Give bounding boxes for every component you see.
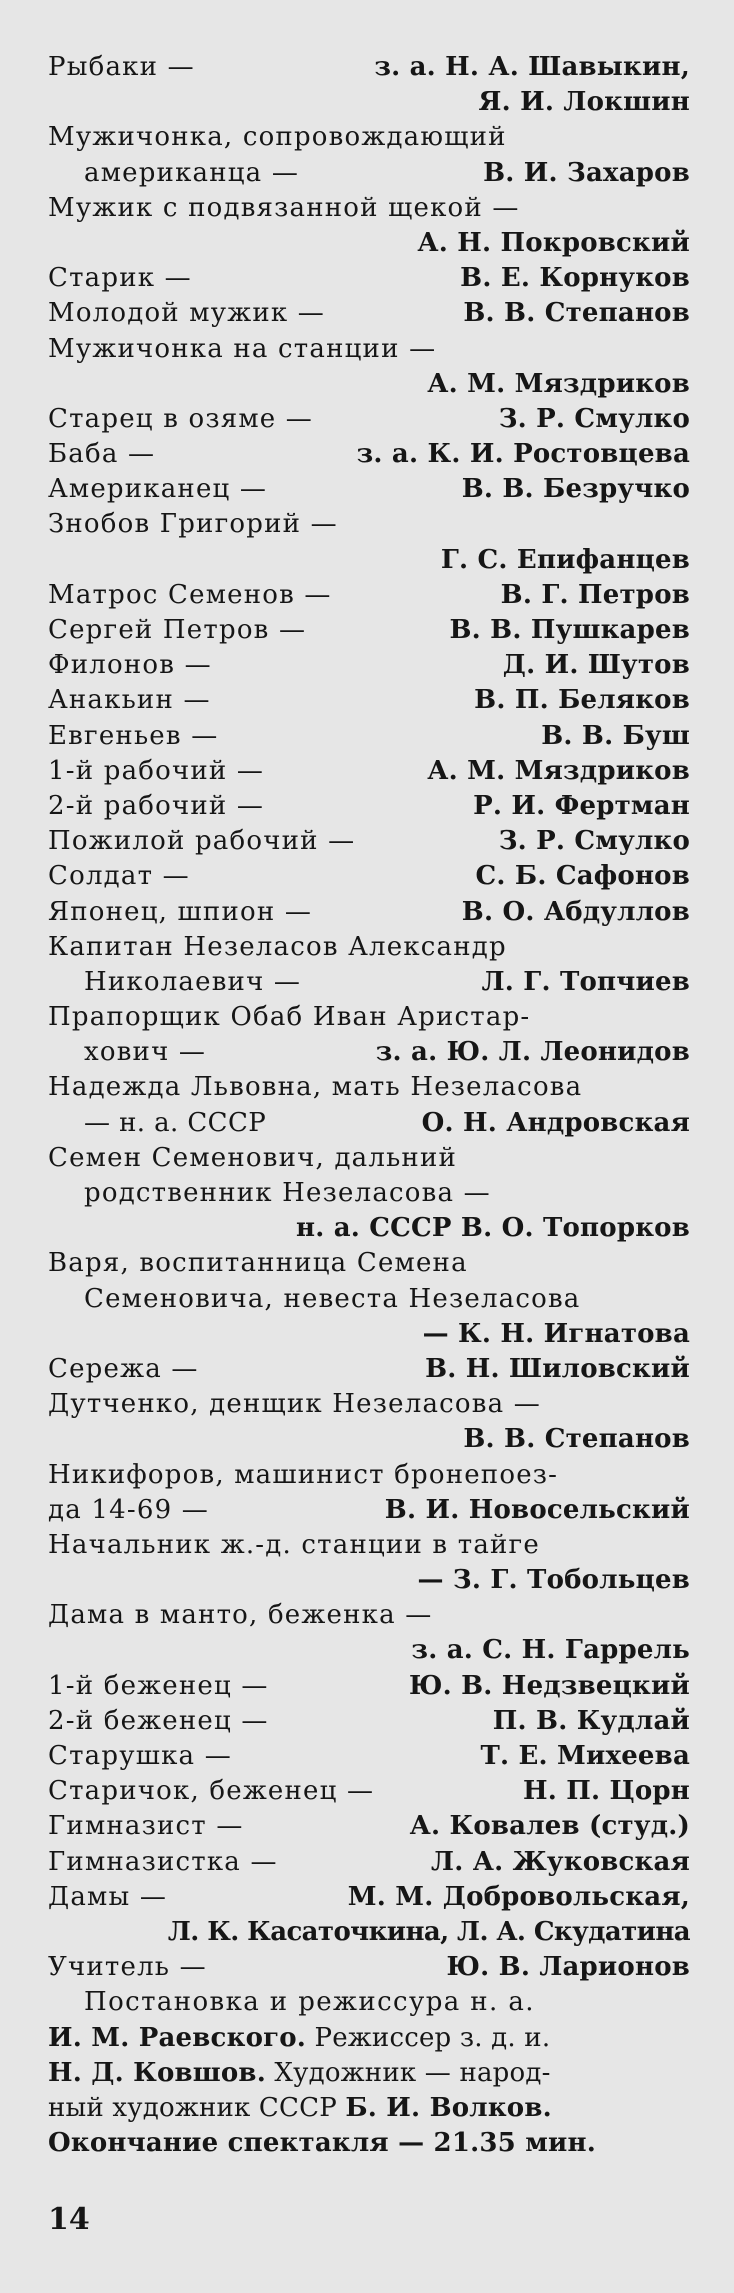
role-name: Знобов Григорий — — [48, 509, 338, 540]
actor-name: — К. Н. Игнатова — [422, 1318, 690, 1349]
cast-line — [48, 1317, 690, 1352]
cast-line — [48, 296, 690, 331]
role-name: Дама в манто, беженка — — [48, 1600, 433, 1631]
role-name: Рыбаки — — [48, 52, 195, 82]
actor-name: В. Г. Петров — [500, 579, 690, 610]
cast-line — [48, 1528, 690, 1563]
cast-line — [48, 156, 690, 191]
actor-name: Л. К. Касаточкина, Л. А. Скудатина — [167, 1916, 690, 1947]
actor-name: А. Ковалев (студ.) — [409, 1811, 690, 1842]
role-name: 2-й рабочий — — [48, 790, 265, 821]
cast-line — [48, 1774, 690, 1809]
actor-name: Л. Г. Топчиев — [481, 966, 690, 997]
cast-line — [48, 1106, 690, 1141]
role-name: Евгеньев — — [48, 720, 219, 751]
credits-artist-title: ный художник СССР — [48, 2092, 346, 2123]
role-name: Никифоров, машинист бронепоез- — [48, 1459, 559, 1490]
role-name: Дамы — — [48, 1881, 168, 1912]
role-name: Семен Семенович, дальний — [48, 1142, 458, 1173]
cast-line — [48, 226, 690, 261]
actor-name: В. И. Новосельский — [384, 1494, 690, 1525]
cast-line — [48, 1246, 690, 1281]
cast-line — [48, 472, 690, 507]
actor-name: В. Н. Шиловский — [425, 1353, 690, 1384]
cast-line — [48, 402, 690, 437]
role-name: Баба — — [48, 439, 156, 470]
actor-name: В. В. Буш — [541, 720, 690, 751]
role-name: Гимназистка — — [48, 1846, 278, 1877]
actor-name: В. П. Беляков — [474, 685, 690, 716]
cast-line — [48, 1915, 690, 1950]
actor-name: М. М. Добровольская, — [347, 1881, 690, 1912]
actor-name: В. Е. Корнуков — [460, 263, 690, 294]
cast-line — [48, 1458, 690, 1493]
credits-direction: Постановка и режиссура н. а. — [84, 1987, 535, 2018]
cast-line — [48, 1563, 690, 1598]
cast-line — [48, 1000, 690, 1035]
credits-line — [48, 2056, 690, 2091]
actor-name: В. О. Абдуллов — [461, 896, 690, 927]
role-name: американца — — [84, 157, 300, 188]
cast-line — [48, 332, 690, 367]
cast-line — [48, 85, 690, 120]
director-name: И. М. Раевского. — [48, 2022, 307, 2053]
cast-list — [48, 50, 690, 2161]
cast-line — [48, 1176, 690, 1211]
role-name: хович — — [84, 1037, 207, 1068]
role-name: Сережа — — [48, 1353, 199, 1384]
role-name: Учитель — — [48, 1952, 207, 1983]
cast-line — [48, 1880, 690, 1915]
actor-name: В. В. Степанов — [463, 1424, 690, 1455]
actor-name: Л. А. Жуковская — [431, 1846, 690, 1877]
cast-line — [48, 367, 690, 402]
cast-line — [48, 1633, 690, 1668]
actor-name: Я. И. Локшин — [478, 87, 690, 118]
actor-name: З. Р. Смулко — [498, 403, 690, 434]
actor-name: з. а. Ю. Л. Леонидов — [375, 1037, 690, 1068]
actor-name: Д. И. Шутов — [502, 650, 690, 681]
cast-line — [48, 543, 690, 578]
actor-name: н. а. СССР В. О. Топорков — [295, 1213, 690, 1244]
cast-line — [48, 1035, 690, 1070]
page-number: 14 — [48, 2202, 90, 2237]
cast-line — [48, 437, 690, 472]
actor-name: А. М. Мяздриков — [427, 755, 690, 786]
cast-line — [48, 1739, 690, 1774]
cast-line — [48, 895, 690, 930]
assistant-director-name: Н. Д. Ковшов. — [48, 2057, 266, 2088]
role-name: Старик — — [48, 263, 192, 294]
cast-line — [48, 1070, 690, 1105]
role-name: Капитан Незеласов Александр — [48, 931, 507, 962]
performance-end-time: Окончание спектакля — 21.35 мин. — [48, 2128, 596, 2159]
cast-line — [48, 648, 690, 683]
actor-name: Р. И. Фертман — [473, 790, 690, 821]
role-name: 1-й рабочий — — [48, 755, 265, 786]
role-name: Прапорщик Обаб Иван Аристар- — [48, 1002, 531, 1033]
credits-line — [48, 1985, 690, 2020]
cast-line — [48, 1387, 690, 1422]
credits-line — [48, 2021, 690, 2056]
role-name: Филонов — — [48, 650, 212, 681]
role-name: Старичок, беженец — — [48, 1776, 375, 1807]
actor-name: О. Н. Андровская — [421, 1107, 690, 1138]
cast-line — [48, 683, 690, 718]
actor-name: С. Б. Сафонов — [475, 861, 690, 892]
role-name: родственник Незеласова — — [84, 1178, 491, 1208]
cast-line — [48, 507, 690, 542]
cast-line — [48, 1598, 690, 1633]
role-name: Мужик с подвязанной щекой — — [48, 192, 520, 223]
cast-line — [48, 754, 690, 789]
artist-name: Б. И. Волков. — [345, 2092, 552, 2123]
cast-line — [48, 50, 690, 85]
actor-name: А. М. Мяздриков — [427, 368, 690, 399]
role-name: Начальник ж.-д. станции в тайге — [48, 1529, 540, 1560]
cast-line — [48, 191, 690, 226]
actor-name: — З. Г. Тобольцев — [417, 1565, 690, 1596]
actor-name: Ю. В. Недзвецкий — [408, 1670, 690, 1701]
actor-name: Ю. В. Ларионов — [446, 1952, 690, 1983]
actor-name: з. а. К. И. Ростовцева — [356, 439, 690, 470]
actor-name: В. И. Захаров — [483, 157, 690, 188]
actor-name: Н. П. Цорн — [522, 1776, 690, 1807]
actor-name: з. а. С. Н. Гаррель — [411, 1635, 690, 1666]
role-name: Японец, шпион — — [48, 896, 313, 927]
role-name: Матрос Семенов — — [48, 579, 332, 610]
cast-line — [48, 1422, 690, 1457]
role-name: Варя, воспитанница Семена — [48, 1248, 468, 1279]
credits-artist-label: Художник — народ- — [265, 2057, 551, 2088]
cast-line — [48, 261, 690, 296]
role-name: Американец — — [48, 474, 268, 505]
actor-name: П. В. Кудлай — [492, 1705, 690, 1736]
cast-line — [48, 613, 690, 648]
cast-line — [48, 120, 690, 155]
cast-line — [48, 1141, 690, 1176]
role-name: Дутченко, денщик Незеласова — — [48, 1389, 541, 1420]
cast-line — [48, 1352, 690, 1387]
role-name: — н. а. СССР — [84, 1107, 267, 1138]
actor-name: В. В. Безручко — [461, 474, 690, 505]
role-name: Старец в озяме — — [48, 403, 314, 434]
role-name: Сергей Петров — — [48, 615, 307, 645]
actor-name: З. Р. Смулко — [498, 826, 690, 857]
cast-line — [48, 1669, 690, 1704]
actor-name: з. а. Н. А. Шавыкин, — [374, 52, 690, 82]
cast-line — [48, 824, 690, 859]
cast-line — [48, 965, 690, 1000]
cast-line — [48, 1950, 690, 1985]
role-name: Пожилой рабочий — — [48, 826, 356, 857]
credits-line — [48, 2126, 690, 2161]
role-name: Николаевич — — [84, 966, 302, 997]
cast-line — [48, 1809, 690, 1844]
cast-line — [48, 1704, 690, 1739]
actor-name: А. Н. Покровский — [417, 227, 690, 258]
role-name: Молодой мужик — — [48, 298, 325, 329]
cast-line — [48, 789, 690, 824]
role-name: Старушка — — [48, 1741, 232, 1771]
role-name: Семеновича, невеста Незеласова — [84, 1283, 581, 1314]
cast-line — [48, 1282, 690, 1317]
role-name: Мужичонка на станции — — [48, 333, 437, 364]
role-name: Надежда Львовна, мать Незеласова — [48, 1072, 583, 1103]
role-name: 1-й беженец — — [48, 1670, 269, 1701]
role-name: Мужичонка, сопровождающий — [48, 122, 507, 153]
cast-line — [48, 930, 690, 965]
credits-line — [48, 2091, 690, 2126]
role-name: 2-й беженец — — [48, 1705, 269, 1736]
actor-name: Т. Е. Михеева — [480, 1741, 690, 1771]
role-name: Анакьин — — [48, 685, 211, 716]
role-name: Гимназист — — [48, 1811, 244, 1842]
actor-name: В. В. Степанов — [463, 298, 690, 329]
actor-name: В. В. Пушкарев — [449, 615, 690, 645]
cast-line — [48, 859, 690, 894]
role-name: Солдат — — [48, 861, 190, 892]
cast-line — [48, 1845, 690, 1880]
role-name: да 14-69 — — [48, 1494, 209, 1525]
cast-line — [48, 578, 690, 613]
cast-line — [48, 719, 690, 754]
actor-name: Г. С. Епифанцев — [440, 544, 690, 575]
cast-line — [48, 1493, 690, 1528]
cast-line — [48, 1211, 690, 1246]
credits-director-label: Режиссер з. д. и. — [306, 2022, 551, 2053]
